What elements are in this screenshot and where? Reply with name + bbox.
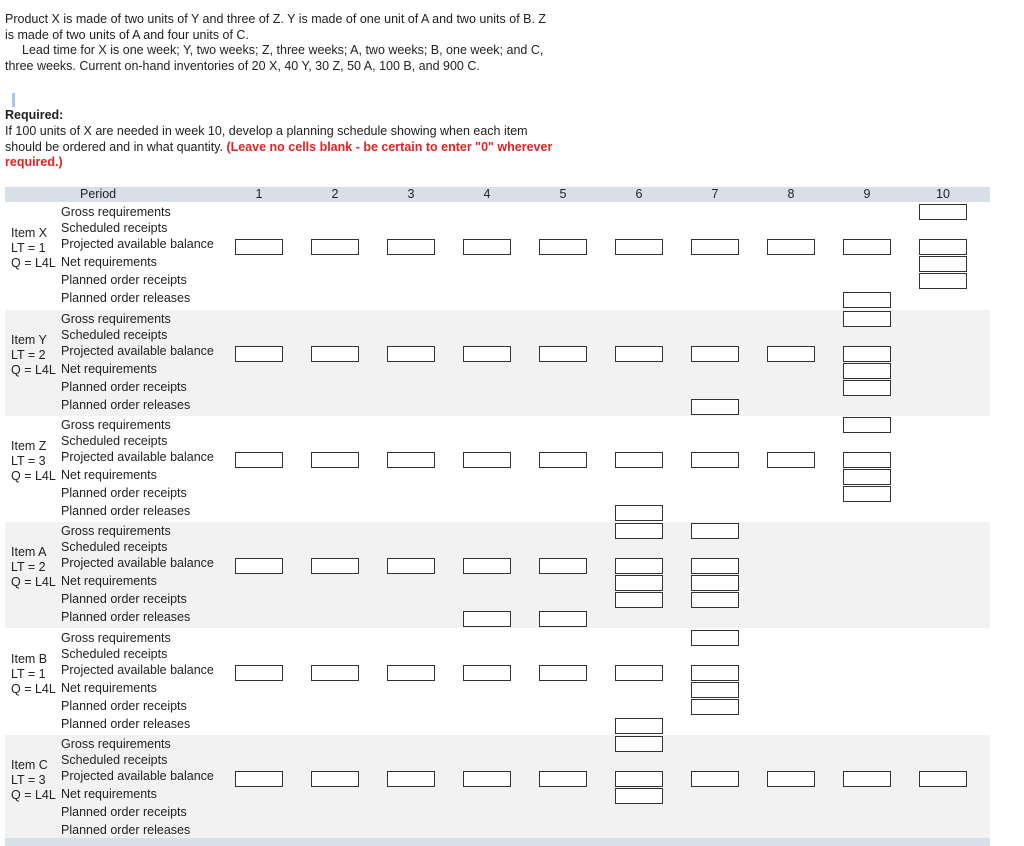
input-cell[interactable] [767,771,815,787]
row-label: Net requirements [61,468,157,482]
row-label: Projected available balance [61,769,214,783]
row-label: Projected available balance [61,663,214,677]
row-label: Planned order releases [61,504,191,518]
row-label: Planned order receipts [61,486,187,500]
period-10: 10 [936,187,950,201]
input-cell[interactable] [843,486,891,502]
input-cell[interactable] [691,452,739,468]
row-label: Planned order receipts [61,273,187,287]
input-cell[interactable] [843,346,891,362]
input-cell[interactable] [235,239,283,255]
item-name: Item Y [11,333,47,347]
period-2: 2 [331,187,339,201]
input-cell[interactable] [539,558,587,574]
item-info [11,545,56,590]
required-heading: Required: [5,108,64,122]
input-cell[interactable] [387,452,435,468]
row-label: Planned order receipts [61,699,187,713]
row-label: Planned order receipts [61,805,187,819]
input-cell[interactable] [463,665,511,681]
input-cell[interactable] [615,239,663,255]
item-lt: LT = 3 [11,773,46,787]
row-label: Projected available balance [61,450,214,464]
text-cursor [12,93,15,107]
period-header [5,187,990,202]
input-cell[interactable] [615,788,663,804]
row-label: Net requirements [61,255,157,269]
input-cell[interactable] [691,592,739,608]
input-cell[interactable] [691,682,739,698]
row-label: Net requirements [61,574,157,588]
row-label: Gross requirements [61,205,171,219]
row-label: Scheduled receipts [61,434,168,448]
period-8: 8 [787,187,795,201]
input-cell[interactable] [387,558,435,574]
input-cell[interactable] [843,363,891,379]
row-label: Planned order releases [61,717,191,731]
item-section [5,735,990,841]
row-label: Planned order releases [61,823,191,837]
item-section [5,629,990,735]
row-label: Planned order receipts [61,380,187,394]
input-cell[interactable] [843,239,891,255]
period-9: 9 [863,187,871,201]
row-label: Planned order releases [61,610,191,624]
row-label: Planned order receipts [61,592,187,606]
period-4: 4 [483,187,491,201]
input-cell[interactable] [843,311,891,327]
item-name: Item A [11,545,47,559]
input-cell[interactable] [463,452,511,468]
input-cell[interactable] [691,665,739,681]
row-label: Gross requirements [61,737,171,751]
item-info [11,333,56,378]
input-cell[interactable] [311,771,359,787]
row-label: Net requirements [61,362,157,376]
row-label: Planned order releases [61,291,191,305]
input-cell[interactable] [311,558,359,574]
input-cell[interactable] [843,380,891,396]
input-cell[interactable] [235,665,283,681]
item-name: Item B [11,652,48,666]
input-cell[interactable] [843,452,891,468]
input-cell[interactable] [539,665,587,681]
input-cell[interactable] [843,469,891,485]
item-info [11,652,56,697]
input-cell[interactable] [235,346,283,362]
input-cell[interactable] [767,239,815,255]
item-lt: LT = 2 [11,348,46,362]
row-label: Net requirements [61,681,157,695]
input-cell[interactable] [311,346,359,362]
input-cell[interactable] [843,771,891,787]
item-lt: LT = 1 [11,241,46,255]
input-cell[interactable] [767,346,815,362]
input-cell[interactable] [919,204,967,220]
input-cell[interactable] [539,346,587,362]
item-lt: LT = 2 [11,560,46,574]
input-cell[interactable] [615,558,663,574]
input-cell[interactable] [919,273,967,289]
input-cell[interactable] [691,346,739,362]
period-3: 3 [407,187,415,201]
row-label: Scheduled receipts [61,221,168,235]
input-cell[interactable] [387,239,435,255]
input-cell[interactable] [767,452,815,468]
input-cell[interactable] [691,575,739,591]
row-label: Projected available balance [61,237,214,251]
row-label: Net requirements [61,787,157,801]
item-info [11,439,56,484]
input-cell[interactable] [615,505,663,521]
row-label: Scheduled receipts [61,540,168,554]
input-cell[interactable] [615,771,663,787]
input-cell[interactable] [387,665,435,681]
input-cell[interactable] [539,239,587,255]
item-lt: LT = 1 [11,667,46,681]
input-cell[interactable] [235,452,283,468]
item-name: Item Z [11,439,47,453]
input-cell[interactable] [615,718,663,734]
row-label: Scheduled receipts [61,753,168,767]
required-emphasis: (Leave no cells blank - be certain to enter "0" wherever required.) [5,139,553,169]
input-cell[interactable] [311,239,359,255]
row-label: Gross requirements [61,631,171,645]
item-info [11,226,56,271]
input-cell[interactable] [615,575,663,591]
required-instructions: If 100 units of X are needed in week 10, develop a planning schedule showing when each item should be ordered and in what quantity. [5,124,528,154]
input-cell[interactable] [843,417,891,433]
input-cell[interactable] [387,771,435,787]
input-cell[interactable] [615,346,663,362]
input-cell[interactable] [691,399,739,415]
input-cell[interactable] [919,239,967,255]
row-label: Scheduled receipts [61,647,168,661]
item-q: Q = L4L [11,469,56,483]
input-cell[interactable] [691,699,739,715]
input-cell[interactable] [311,452,359,468]
input-cell[interactable] [463,611,511,627]
input-cell[interactable] [539,771,587,787]
problem-paragraph-2: Lead time for X is one week; Y, two weeks; Z, three weeks; A, two weeks; B, one week; and C, three weeks. Current on-hand inventories of 20 X, 40 Y, 30 Z, 50 A, 100 B, and 900 C. [5,43,544,73]
item-q: Q = L4L [11,363,56,377]
item-lt: LT = 3 [11,454,46,468]
required-text [5,124,555,171]
input-cell[interactable] [539,611,587,627]
input-cell[interactable] [463,771,511,787]
row-label: Projected available balance [61,556,214,570]
input-cell[interactable] [919,256,967,272]
input-cell[interactable] [387,346,435,362]
input-cell[interactable] [463,239,511,255]
input-cell[interactable] [691,239,739,255]
item-q: Q = L4L [11,682,56,696]
input-cell[interactable] [919,771,967,787]
input-cell[interactable] [463,346,511,362]
input-cell[interactable] [843,292,891,308]
input-cell[interactable] [235,771,283,787]
problem-statement [5,12,555,74]
input-cell[interactable] [615,452,663,468]
input-cell[interactable] [691,771,739,787]
period-1: 1 [255,187,263,201]
input-cell[interactable] [463,558,511,574]
item-name: Item C [11,758,48,772]
input-cell[interactable] [615,592,663,608]
period-5: 5 [559,187,567,201]
period-6: 6 [635,187,643,201]
item-info [11,758,56,803]
input-cell[interactable] [615,736,663,752]
table-bottom-bar [5,838,990,846]
problem-paragraph-1: Product X is made of two units of Y and three of Z. Y is made of one unit of A and two units of B. Z is made of two units of A and four units of C. [5,12,547,42]
row-label: Projected available balance [61,344,214,358]
row-label: Planned order releases [61,398,191,412]
period-label: Period [80,187,117,201]
input-cell[interactable] [311,665,359,681]
input-cell[interactable] [691,523,739,539]
input-cell[interactable] [615,665,663,681]
item-q: Q = L4L [11,788,56,802]
input-cell[interactable] [691,558,739,574]
input-cell[interactable] [691,630,739,646]
input-cell[interactable] [235,558,283,574]
item-q: Q = L4L [11,256,56,270]
row-label: Scheduled receipts [61,328,168,342]
row-label: Gross requirements [61,524,171,538]
item-name: Item X [11,226,48,240]
input-cell[interactable] [615,523,663,539]
row-label: Gross requirements [61,312,171,326]
period-7: 7 [711,187,719,201]
input-cell[interactable] [539,452,587,468]
row-label: Gross requirements [61,418,171,432]
item-q: Q = L4L [11,575,56,589]
